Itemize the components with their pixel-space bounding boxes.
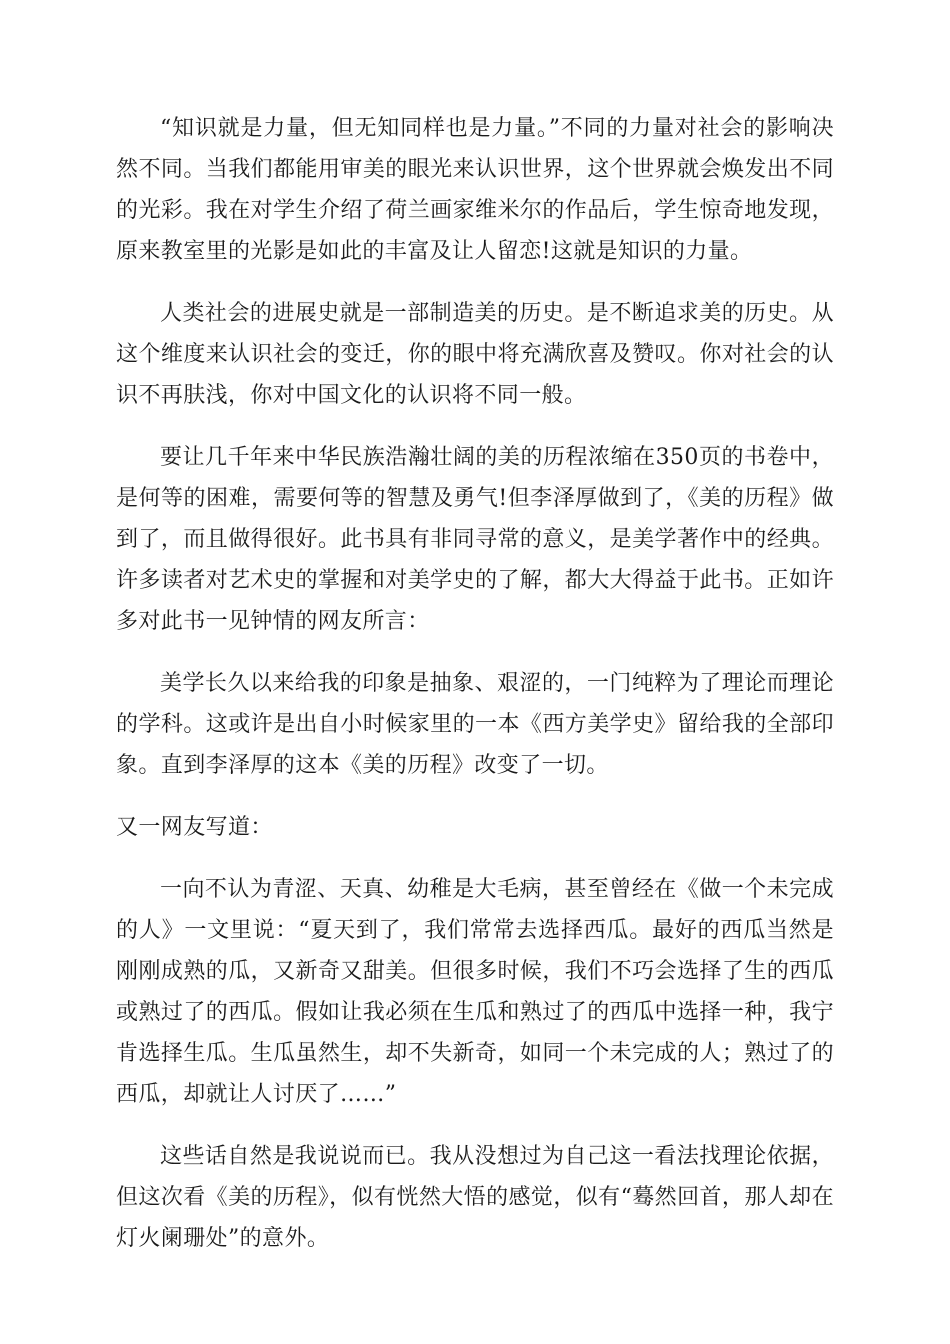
- paragraph-another-netizen: 又一网友写道：: [116, 815, 273, 840]
- paragraph-netizen-quote-1: 美学长久以来给我的印象是抽象、艰涩的，一门纯粹为了理论而理论的学科。这或许是出自小时候家里的一本《西方美学史》留给我的全部印象。直到李泽厚的这本《美的历程》改变了一切。: [116, 671, 834, 778]
- paragraph-netizen-quote-2: 一向不认为青涩、天真、幼稚是大毛病，甚至曾经在《做一个未完成的人》一文里说：“夏天到了，我们常常去选择西瓜。最好的西瓜当然是刚刚成熟的瓜，又新奇又甜美。但很多时候，我们不巧会选择了生的西瓜或熟过了的西瓜。假如让我必须在生瓜和熟过了的西瓜中选择一种，我宁肯选择生瓜。生瓜虽然生，却不失新奇，如同一个未完成的人；熟过了的西瓜，却就让人讨厌了……”: [116, 877, 834, 1107]
- paragraph-conclusion: 这些话自然是我说说而已。我从没想过为自己这一看法找理论依据，但这次看《美的历程》，似有恍然大悟的感觉，似有“蓦然回首，那人却在灯火阑珊处”的意外。: [116, 1144, 834, 1251]
- paragraph-history-of-beauty: 人类社会的进展史就是一部制造美的历史。是不断追求美的历史。从这个维度来认识社会的变迁，你的眼中将充满欣喜及赞叹。你对社会的认识不再肤浅，你对中国文化的认识将不同一般。: [116, 301, 834, 408]
- document-body: [116, 108, 834, 1280]
- paragraph-book-significance: 要让几千年来中华民族浩瀚壮阔的美的历程浓缩在350页的书卷中，是何等的困难，需要何等的智慧及勇气!但李泽厚做到了，《美的历程》做到了，而且做得很好。此书具有非同寻常的意义，是美学著作中的经典。许多读者对艺术史的掌握和对美学史的了解，都大大得益于此书。正如许多对此书一见钟情的网友所言：: [116, 445, 834, 634]
- paragraph-knowledge-power: “知识就是力量，但无知同样也是力量。”不同的力量对社会的影响决然不同。当我们都能用审美的眼光来认识世界，这个世界就会焕发出不同的光彩。我在对学生介绍了荷兰画家维米尔的作品后，学生惊奇地发现，原来教室里的光影是如此的丰富及让人留恋!这就是知识的力量。: [116, 116, 834, 264]
